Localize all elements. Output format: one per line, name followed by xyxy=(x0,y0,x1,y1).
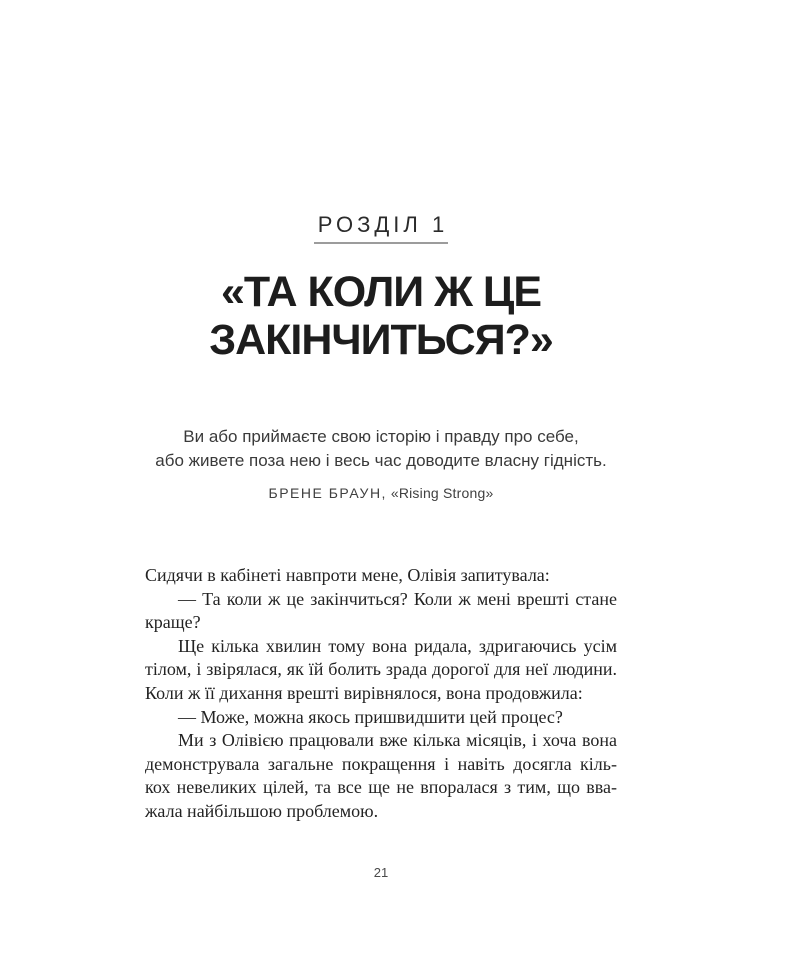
body-line: Ще кілька хвилин тому вона ридала, здригаючись усім xyxy=(178,635,617,656)
body-line: — Та коли ж це закінчиться? Коли ж мені врешті стане xyxy=(178,588,617,609)
epigraph-quote xyxy=(145,425,617,473)
chapter-label: РОЗДІЛ 1 xyxy=(314,214,448,244)
text-column xyxy=(145,0,617,881)
body-line: жала найбільшою проблемою. xyxy=(145,800,379,821)
chapter-title-line-2: ЗАКІНЧИТЬСЯ?» xyxy=(209,316,553,364)
body-text xyxy=(145,564,617,824)
page-number: 21 xyxy=(373,864,389,880)
chapter-kicker xyxy=(145,0,617,244)
epigraph-line-1: Ви або приймаєте свою історію і правду про себе, xyxy=(183,427,579,446)
attribution-work-title: «Rising Strong» xyxy=(390,485,494,501)
body-line: краще? xyxy=(145,612,201,633)
body-line: тілом, і звірялася, як їй болить зрада дорогої для неї людини. xyxy=(145,659,617,680)
epigraph-attribution xyxy=(145,484,617,502)
epigraph-line-2: або живете поза нею і весь час доводите власну гідність. xyxy=(155,451,607,470)
chapter-title xyxy=(145,268,617,364)
body-line: демонструвала загальне покращення і навіть досягла кіль- xyxy=(145,753,617,774)
chapter-title-line-1: «ТА КОЛИ Ж ЦЕ xyxy=(220,268,542,316)
body-line: — Може, можна якось пришвидшити цей процес? xyxy=(178,706,563,727)
body-line: Коли ж її дихання врешті вирівнялося, вона продовжила: xyxy=(145,682,583,703)
body-line: кох невеликих цілей, та все ще не впоралася з тим, що вва- xyxy=(145,777,617,798)
body-line: Ми з Олівією працювали вже кілька місяців, і хоча вона xyxy=(178,730,617,751)
body-line: Сидячи в кабінеті навпроти мене, Олівія запитувала: xyxy=(145,565,550,585)
attribution-author: БРЕНЕ БРАУН, xyxy=(268,485,387,501)
